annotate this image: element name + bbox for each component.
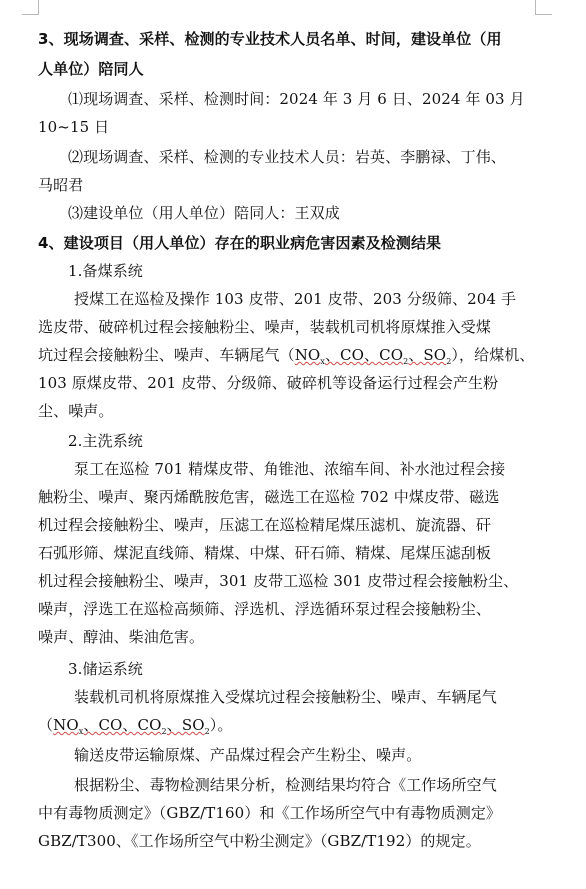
sub2-line2: 触粉尘、噪声、聚丙烯酰胺危害，磁选工在巡检 702 中煤皮带、磁选 <box>38 488 500 506</box>
section3-heading-line2: 人单位）陪同人 <box>38 60 144 78</box>
sub2-line1: 泵工在巡检 701 精煤皮带、角锥池、浓缩车间、补水池过程会接 <box>74 460 506 478</box>
crop-mark-top-right <box>535 0 552 15</box>
sub2-line3: 机过程会接触粉尘、噪声，压滤工在巡检精尾煤压滤机、旋流器、矸 <box>38 516 492 534</box>
sub3-line1: 装载机司机将原煤推入受煤坑过程会接触粉尘、噪声、车辆尾气 <box>74 688 497 706</box>
exhaust-gas-formula: $NO_x$、CO、$CO_2$、$SO_2$ <box>294 346 452 366</box>
crop-mark-top-left <box>22 0 39 15</box>
sub2-line6: 噪声，浮选工在巡检高频筛、浮选机、浮选循环泵过程会接触粉尘、 <box>38 600 492 618</box>
sub3-title: 3.储运系统 <box>68 660 143 678</box>
section3-item1-line1: ⑴现场调查、采样、检测时间：2024 年 3 月 6 日、2024 年 03 月 <box>68 90 525 108</box>
sub1-line2: 选皮带、破碎机过程会接触粉尘、噪声，装载机司机将原煤推入受煤 <box>38 318 492 336</box>
sub3-line3: 输送皮带运输原煤、产品煤过程会产生粉尘、噪声。 <box>74 746 422 764</box>
sub1-line3: 坑过程会接触粉尘、噪声、车辆尾气（$NO_x$、CO、$CO_2$、$SO_2$），给煤机、 <box>38 346 535 366</box>
section4-heading: 4、建设项目（用人单位）存在的职业病危害因素及检测结果 <box>38 234 442 252</box>
sub1-line4: 103 原煤皮带、201 皮带、分级筛、破碎机等设备运行过程会产生粉 <box>38 374 499 392</box>
section3-item2-line2: 马昭君 <box>38 176 84 194</box>
section3-item2-line1: ⑵现场调查、采样、检测的专业技术人员：岩英、李鹏禄、丁伟、 <box>68 148 506 166</box>
sub2-line5: 机过程会接触粉尘、噪声，301 皮带工巡检 301 皮带过程会接触粉尘、 <box>38 572 519 590</box>
conclusion-line2: 中有毒物质测定》（GBZ/T160）和《工作场所空气中有毒物质测定》 <box>38 804 502 822</box>
sub2-line7: 噪声、醇油、柴油危害。 <box>38 628 205 646</box>
sub1-line1: 授煤工在巡检及操作 103 皮带、201 皮带、203 分级筛、204 手 <box>74 290 517 308</box>
exhaust-gas-formula: $NO_x$、CO、$CO_2$、$SO_2$ <box>53 716 210 736</box>
sub1-line5: 尘、噪声。 <box>38 402 114 420</box>
sub2-line4: 石弧形筛、煤泥直线筛、精煤、中煤、矸石筛、精煤、尾煤压滤刮板 <box>38 544 492 562</box>
sub2-title: 2.主洗系统 <box>68 432 143 450</box>
section3-item1-line2: 10~15 日 <box>38 118 110 136</box>
conclusion-line1: 根据粉尘、毒物检测结果分析，检测结果均符合《工作场所空气 <box>74 776 497 794</box>
sub1-title: 1.备煤系统 <box>68 262 143 280</box>
section3-item3: ⑶建设单位（用人单位）陪同人：王双成 <box>68 204 340 222</box>
conclusion-line3: GBZ/T300、《工作场所空气中粉尘测定》（GBZ/T192）的规定。 <box>38 832 481 850</box>
section3-heading-line1: 3、现场调查、采样、检测的专业技术人员名单、时间，建设单位（用 <box>38 30 502 48</box>
sub3-line2: （$NO_x$、CO、$CO_2$、$SO_2$）。 <box>38 716 233 736</box>
